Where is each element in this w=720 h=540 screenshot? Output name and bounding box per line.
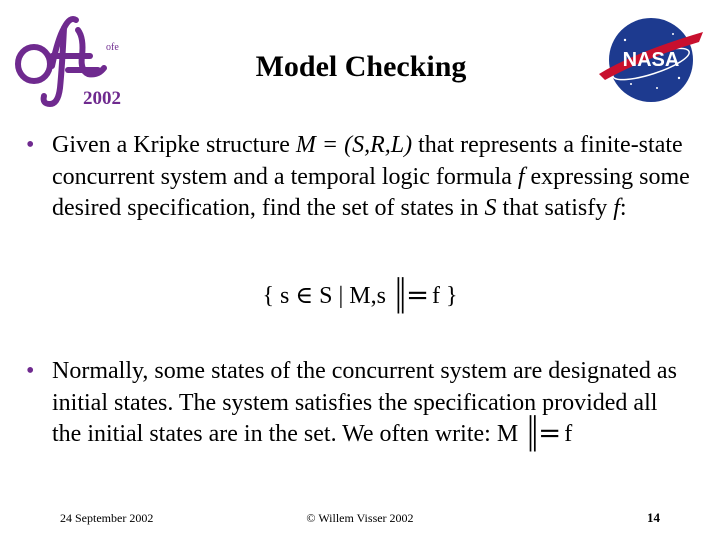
set-formula: { s ∈ S | M,s ║═ f } — [262, 279, 458, 313]
nasa-logo-text: NASA — [622, 49, 680, 71]
bullet-dot: • — [26, 132, 35, 158]
bullet-dot: • — [26, 358, 35, 384]
models-symbol: ║═ — [391, 279, 426, 313]
page-number: 14 — [647, 510, 660, 525]
bullet-kripke: • Given a Kripke structure M = (S,R,L) that represents a finite-state concurrent system and a temporal logic formula f expressing some desired specification, find the set of states in S that satisfy f: — [26, 132, 690, 221]
structure-def: M = (S,R,L) — [295, 132, 413, 158]
bullet-initial-states: • Normally, some states of the concurrent system are designated as initial states. The system satisfies the specification provided all the initial states are in the set. We often write: M ║═ f — [52, 356, 692, 451]
ofe-logo — [12, 8, 142, 118]
svg-text:ofe: ofe — [106, 42, 119, 53]
logo-year: 2002 — [83, 88, 121, 109]
slide-title: Model Checking — [255, 50, 467, 83]
footer-date: 24 September 2002 — [60, 511, 154, 525]
footer-copyright: © Willem Visser 2002 — [306, 511, 414, 525]
models-symbol: ║═ — [524, 417, 559, 451]
nasa-logo — [595, 12, 707, 108]
